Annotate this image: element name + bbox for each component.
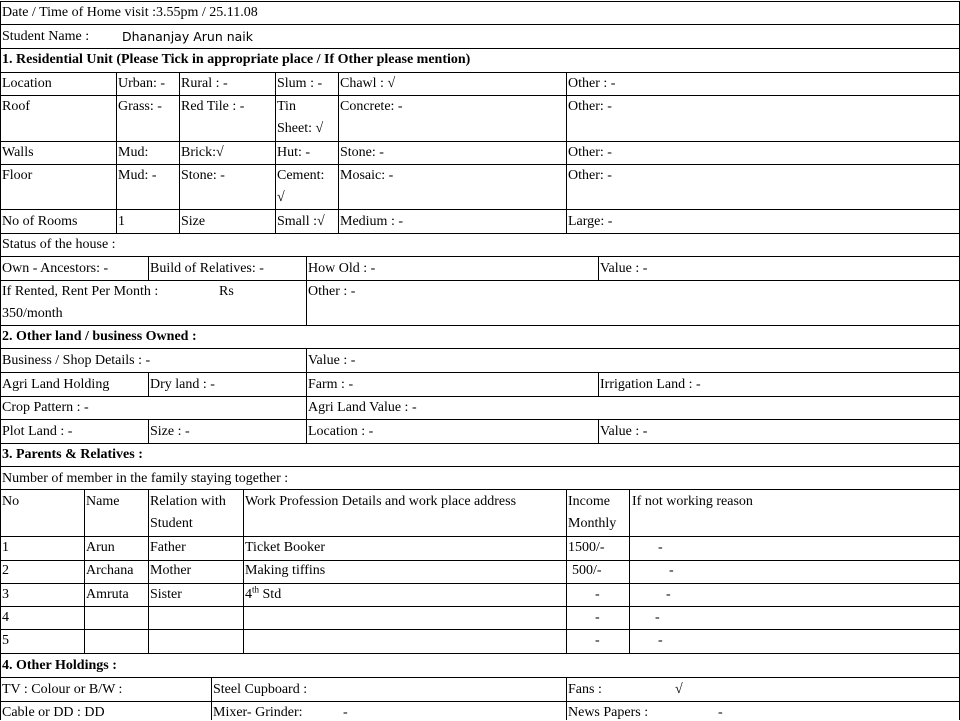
member-reason: - <box>666 587 671 602</box>
rule <box>0 466 960 467</box>
section-title-holdings: 4. Other Holdings : <box>2 658 117 673</box>
rule <box>0 419 960 420</box>
rule <box>566 677 567 720</box>
rule <box>566 72 567 233</box>
cell: Hut: - <box>277 145 311 160</box>
cell: Mud: - <box>118 168 157 183</box>
rule <box>0 653 960 654</box>
rule <box>148 372 149 396</box>
member-work-number: 4 <box>245 587 252 602</box>
rule <box>0 701 960 702</box>
rule <box>84 489 85 653</box>
cell: Brick:√ <box>181 145 224 160</box>
cell: Slum : - <box>277 76 323 91</box>
student-name-label: Student Name : <box>2 29 90 44</box>
rule <box>0 536 960 537</box>
member-reason: - <box>658 633 663 648</box>
rule <box>566 489 567 653</box>
rule <box>243 489 244 653</box>
crop-pattern: Crop Pattern : - <box>2 400 89 415</box>
mixer-grinder: Mixer- Grinder: <box>213 705 303 720</box>
cell: Red Tile : - <box>181 99 245 114</box>
visit-date-time: Date / Time of Home visit :3.55pm / 25.11.08 <box>2 5 258 20</box>
rule <box>598 256 599 280</box>
fans-check: √ <box>675 682 683 697</box>
member-no: 2 <box>2 563 9 578</box>
cell: Rural : - <box>181 76 228 91</box>
member-relation: Father <box>150 540 186 555</box>
member-relation: Sister <box>150 587 182 602</box>
cell: Large: - <box>568 214 613 229</box>
house-value: Value : - <box>600 261 648 276</box>
cell: Chawl : √ <box>340 76 396 91</box>
news-papers: News Papers : <box>568 705 649 720</box>
row-label: Location <box>2 76 52 91</box>
rule <box>0 677 960 678</box>
rule <box>211 677 212 720</box>
rule <box>116 72 117 233</box>
rule <box>148 489 149 653</box>
cell: Mosaic: - <box>340 168 394 183</box>
cell: Sheet: √ <box>277 121 324 136</box>
rule <box>0 583 960 584</box>
rule <box>0 95 960 96</box>
rent-label: If Rented, Rent Per Month : <box>2 284 159 299</box>
member-income: 500/- <box>572 563 602 578</box>
rule <box>629 489 630 653</box>
rule <box>0 372 960 373</box>
row-label: No of Rooms <box>2 214 78 229</box>
rule <box>0 48 960 49</box>
plot-land: Plot Land : - <box>2 424 73 439</box>
rule <box>0 209 960 210</box>
student-name-value: Dhananjay Arun naik <box>122 29 254 44</box>
cell: Stone: - <box>181 168 225 183</box>
cell: Grass: - <box>118 99 162 114</box>
cable-dd: Cable or DD : DD <box>2 705 105 720</box>
member-reason: - <box>658 540 663 555</box>
agri-land-holding: Agri Land Holding <box>2 377 110 392</box>
member-relation: Mother <box>150 563 192 578</box>
member-work <box>245 584 282 603</box>
member-income: - <box>595 610 600 625</box>
col-header-income-2: Monthly <box>568 516 617 531</box>
rule <box>598 372 599 396</box>
col-header-relation: Relation with <box>150 494 226 509</box>
status-of-house-label: Status of the house : <box>2 237 116 252</box>
row-label: Floor <box>2 168 33 183</box>
section-title-residential: 1. Residential Unit (Please Tick in appropriate place / If Other please mention) <box>2 52 471 67</box>
rule <box>0 606 960 607</box>
cell: Stone: - <box>340 145 384 160</box>
tv-holding: TV : Colour or B/W : <box>2 682 123 697</box>
member-work: Making tiffins <box>245 563 326 578</box>
cell: 1 <box>118 214 125 229</box>
farm: Farm : - <box>308 377 354 392</box>
member-name: Amruta <box>86 587 129 602</box>
section-title-land: 2. Other land / business Owned : <box>2 329 197 344</box>
col-header-relation-2: Student <box>150 516 193 531</box>
member-name: Arun <box>86 540 115 555</box>
agri-land-value: Agri Land Value : - <box>308 400 417 415</box>
cell: Urban: - <box>118 76 166 91</box>
cell: Other: - <box>568 168 612 183</box>
member-income: 1500/- <box>568 540 605 555</box>
member-no: 5 <box>2 633 9 648</box>
cell: Tin <box>277 99 296 114</box>
steel-cupboard: Steel Cupboard : <box>213 682 308 697</box>
cell: Other: - <box>568 145 612 160</box>
news-papers-value: - <box>718 705 723 720</box>
rule <box>0 325 960 326</box>
member-income: - <box>595 587 600 602</box>
rule <box>0 560 960 561</box>
rule <box>148 256 149 280</box>
fans-label: Fans : <box>568 682 602 697</box>
rent-currency: Rs <box>219 284 234 299</box>
col-header-reason: If not working reason <box>632 494 753 509</box>
member-name: Archana <box>86 563 134 578</box>
member-no: 4 <box>2 610 9 625</box>
rule <box>0 280 960 281</box>
rule <box>0 164 960 165</box>
rule <box>0 233 960 234</box>
rule <box>338 72 339 233</box>
col-header-income: Income <box>568 494 610 509</box>
rule <box>0 629 960 630</box>
rule <box>306 256 307 325</box>
mixer-grinder-value: - <box>343 705 348 720</box>
rule <box>275 72 276 233</box>
business-details: Business / Shop Details : - <box>2 353 151 368</box>
cell: Small :√ <box>277 214 325 229</box>
col-header-work: Work Profession Details and work place address <box>245 494 517 509</box>
member-work: Ticket Booker <box>245 540 325 555</box>
rule <box>306 348 307 443</box>
cell: Concrete: - <box>340 99 403 114</box>
section-title-parents: 3. Parents & Relatives : <box>2 447 143 462</box>
rule <box>179 72 180 233</box>
cell: Other: - <box>568 99 612 114</box>
member-work-ordinal: th <box>252 584 260 595</box>
row-label: Roof <box>2 99 30 114</box>
rent-other: Other : - <box>308 284 356 299</box>
member-no: 3 <box>2 587 9 602</box>
rule <box>0 24 960 25</box>
cell: Mud: <box>118 145 149 160</box>
member-income: - <box>595 633 600 648</box>
col-header-name: Name <box>86 494 120 509</box>
cell: Cement: <box>277 168 325 183</box>
rule <box>0 1 1 720</box>
cell: √ <box>277 190 285 205</box>
rule <box>0 489 960 490</box>
members-label: Number of member in the family staying together : <box>2 471 289 486</box>
rule <box>0 396 960 397</box>
plot-location: Location : - <box>308 424 374 439</box>
build-of-relatives: Build of Relatives: - <box>150 261 264 276</box>
rule <box>148 419 149 443</box>
rule <box>598 419 599 443</box>
rule <box>0 256 960 257</box>
cell: Other : - <box>568 76 616 91</box>
member-work-rest: Std <box>259 587 282 602</box>
plot-size: Size : - <box>150 424 190 439</box>
member-reason: - <box>655 610 660 625</box>
how-old: How Old : - <box>308 261 376 276</box>
rule <box>0 72 960 73</box>
rule <box>0 1 960 2</box>
dry-land: Dry land : - <box>150 377 215 392</box>
rent-amount: 350/month <box>2 306 63 321</box>
rule <box>0 141 960 142</box>
business-value: Value : - <box>308 353 356 368</box>
col-header-no: No <box>2 494 20 509</box>
cell: Medium : - <box>340 214 403 229</box>
member-no: 1 <box>2 540 9 555</box>
rule <box>0 443 960 444</box>
irrigation-land: Irrigation Land : - <box>600 377 701 392</box>
plot-value: Value : - <box>600 424 648 439</box>
own-ancestors: Own - Ancestors: - <box>2 261 109 276</box>
cell: Size <box>181 214 206 229</box>
member-reason: - <box>669 563 674 578</box>
rule <box>0 348 960 349</box>
row-label: Walls <box>2 145 34 160</box>
